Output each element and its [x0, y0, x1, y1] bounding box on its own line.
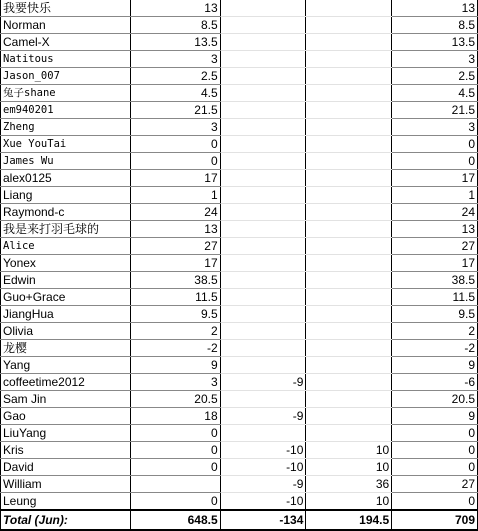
value-cell-col2[interactable]: [220, 0, 306, 17]
value-cell-col4[interactable]: 21.5: [392, 102, 478, 119]
value-cell-col3[interactable]: [306, 306, 392, 323]
value-cell-col3[interactable]: [306, 102, 392, 119]
value-cell-col4[interactable]: 13: [392, 221, 478, 238]
name-cell[interactable]: Zheng: [1, 119, 131, 136]
value-cell-col4[interactable]: 27: [392, 238, 478, 255]
value-cell-col1[interactable]: 17: [130, 255, 220, 272]
table-row: [1, 306, 478, 323]
table-row: [1, 425, 478, 442]
table-row: [1, 408, 478, 425]
value-cell-col3[interactable]: [306, 255, 392, 272]
value-cell-col4[interactable]: 0: [392, 153, 478, 170]
value-cell-col3[interactable]: [306, 17, 392, 34]
value-cell-col1[interactable]: 27: [130, 238, 220, 255]
total-col2[interactable]: -134: [220, 510, 306, 530]
value-cell-col1[interactable]: 0: [130, 493, 220, 511]
value-cell-col3[interactable]: [306, 34, 392, 51]
value-cell-col1[interactable]: 2: [130, 323, 220, 340]
value-cell-col3[interactable]: [306, 374, 392, 391]
name-cell[interactable]: coffeetime2012: [1, 374, 131, 391]
name-cell[interactable]: Jason_007: [1, 68, 131, 85]
name-cell[interactable]: David: [1, 459, 131, 476]
table-row: [1, 170, 478, 187]
table-row: [1, 238, 478, 255]
name-cell[interactable]: Raymond-c: [1, 204, 131, 221]
value-cell-col2[interactable]: [220, 34, 306, 51]
value-cell-col1[interactable]: 0: [130, 425, 220, 442]
total-row: [1, 510, 478, 530]
name-cell[interactable]: 兔子shane: [1, 85, 131, 102]
value-cell-col1[interactable]: 18: [130, 408, 220, 425]
value-cell-col2[interactable]: -10: [220, 442, 306, 459]
value-cell-col3[interactable]: [306, 0, 392, 17]
value-cell-col2[interactable]: [220, 340, 306, 357]
value-cell-col4[interactable]: 9: [392, 408, 478, 425]
name-cell[interactable]: Edwin: [1, 272, 131, 289]
total-label[interactable]: Total (Jun):: [1, 510, 131, 530]
value-cell-col2[interactable]: [220, 187, 306, 204]
value-cell-col3[interactable]: [306, 204, 392, 221]
value-cell-col1[interactable]: 0: [130, 153, 220, 170]
value-cell-col4[interactable]: 27: [392, 476, 478, 493]
table-row: [1, 476, 478, 493]
value-cell-col2[interactable]: -10: [220, 459, 306, 476]
table-row: [1, 459, 478, 476]
value-cell-col3[interactable]: [306, 85, 392, 102]
value-cell-col1[interactable]: 13.5: [130, 34, 220, 51]
value-cell-col3[interactable]: [306, 187, 392, 204]
table-row: [1, 340, 478, 357]
table-row: [1, 323, 478, 340]
value-cell-col2[interactable]: [220, 85, 306, 102]
value-cell-col3[interactable]: [306, 289, 392, 306]
name-cell[interactable]: Olivia: [1, 323, 131, 340]
value-cell-col3[interactable]: 10: [306, 493, 392, 511]
value-cell-col2[interactable]: -9: [220, 374, 306, 391]
value-cell-col2[interactable]: [220, 391, 306, 408]
name-cell[interactable]: James Wu: [1, 153, 131, 170]
table-row: [1, 51, 478, 68]
value-cell-col1[interactable]: 0: [130, 442, 220, 459]
value-cell-col4[interactable]: 17: [392, 170, 478, 187]
value-cell-col1[interactable]: 3: [130, 119, 220, 136]
value-cell-col3[interactable]: [306, 221, 392, 238]
table-row: [1, 0, 478, 17]
name-cell[interactable]: JiangHua: [1, 306, 131, 323]
value-cell-col4[interactable]: 2: [392, 323, 478, 340]
table-body: [1, 0, 478, 530]
value-cell-col3[interactable]: [306, 68, 392, 85]
value-cell-col4[interactable]: 13: [392, 0, 478, 17]
value-cell-col2[interactable]: [220, 238, 306, 255]
value-cell-col3[interactable]: [306, 238, 392, 255]
value-cell-col3[interactable]: 36: [306, 476, 392, 493]
value-cell-col4[interactable]: 0: [392, 425, 478, 442]
value-cell-col1[interactable]: 8.5: [130, 17, 220, 34]
table-row: [1, 272, 478, 289]
value-cell-col2[interactable]: [220, 17, 306, 34]
name-cell[interactable]: William: [1, 476, 131, 493]
total-col1[interactable]: 648.5: [130, 510, 220, 530]
value-cell-col4[interactable]: 8.5: [392, 17, 478, 34]
value-cell-col2[interactable]: [220, 119, 306, 136]
name-cell[interactable]: alex0125: [1, 170, 131, 187]
name-cell[interactable]: Alice: [1, 238, 131, 255]
value-cell-col4[interactable]: 24: [392, 204, 478, 221]
table-row: [1, 374, 478, 391]
value-cell-col1[interactable]: 9: [130, 357, 220, 374]
name-cell[interactable]: Camel-X: [1, 34, 131, 51]
value-cell-col1[interactable]: 13: [130, 221, 220, 238]
name-cell[interactable]: 龙樱: [1, 340, 131, 357]
value-cell-col4[interactable]: 0: [392, 493, 478, 511]
value-cell-col2[interactable]: [220, 204, 306, 221]
table-row: [1, 136, 478, 153]
value-cell-col2[interactable]: [220, 51, 306, 68]
value-cell-col1[interactable]: 21.5: [130, 102, 220, 119]
value-cell-col4[interactable]: 0: [392, 459, 478, 476]
value-cell-col1[interactable]: 1: [130, 187, 220, 204]
name-cell[interactable]: Natitous: [1, 51, 131, 68]
value-cell-col1[interactable]: 3: [130, 51, 220, 68]
table-row: [1, 187, 478, 204]
value-cell-col4[interactable]: 4.5: [392, 85, 478, 102]
value-cell-col1[interactable]: 3: [130, 374, 220, 391]
value-cell-col1[interactable]: -2: [130, 340, 220, 357]
value-cell-col2[interactable]: [220, 272, 306, 289]
value-cell-col1[interactable]: [130, 476, 220, 493]
value-cell-col4[interactable]: 2.5: [392, 68, 478, 85]
value-cell-col4[interactable]: 13.5: [392, 34, 478, 51]
name-cell[interactable]: Gao: [1, 408, 131, 425]
table-row: [1, 68, 478, 85]
value-cell-col4[interactable]: 17: [392, 255, 478, 272]
name-cell[interactable]: 我要快乐: [1, 0, 131, 17]
value-cell-col2[interactable]: [220, 425, 306, 442]
value-cell-col2[interactable]: -9: [220, 408, 306, 425]
value-cell-col1[interactable]: 2.5: [130, 68, 220, 85]
value-cell-col3[interactable]: [306, 323, 392, 340]
name-cell[interactable]: Norman: [1, 17, 131, 34]
name-cell[interactable]: Guo+Grace: [1, 289, 131, 306]
value-cell-col4[interactable]: 0: [392, 136, 478, 153]
value-cell-col4[interactable]: -6: [392, 374, 478, 391]
value-cell-col2[interactable]: [220, 255, 306, 272]
value-cell-col3[interactable]: [306, 119, 392, 136]
value-cell-col4[interactable]: 3: [392, 51, 478, 68]
value-cell-col2[interactable]: [220, 221, 306, 238]
value-cell-col1[interactable]: 20.5: [130, 391, 220, 408]
name-cell[interactable]: Yonex: [1, 255, 131, 272]
value-cell-col3[interactable]: [306, 170, 392, 187]
name-cell[interactable]: em940201: [1, 102, 131, 119]
value-cell-col1[interactable]: 13: [130, 0, 220, 17]
value-cell-col3[interactable]: [306, 391, 392, 408]
value-cell-col1[interactable]: 17: [130, 170, 220, 187]
table-row: [1, 357, 478, 374]
value-cell-col3[interactable]: [306, 340, 392, 357]
value-cell-col3[interactable]: [306, 136, 392, 153]
table-row: [1, 34, 478, 51]
table-row: [1, 102, 478, 119]
value-cell-col3[interactable]: [306, 357, 392, 374]
value-cell-col2[interactable]: [220, 153, 306, 170]
total-col3[interactable]: 194.5: [306, 510, 392, 530]
value-cell-col3[interactable]: 10: [306, 442, 392, 459]
value-cell-col1[interactable]: 38.5: [130, 272, 220, 289]
value-cell-col2[interactable]: [220, 68, 306, 85]
value-cell-col1[interactable]: 24: [130, 204, 220, 221]
value-cell-col2[interactable]: -10: [220, 493, 306, 511]
table-row: [1, 255, 478, 272]
table-row: [1, 204, 478, 221]
table-row: [1, 153, 478, 170]
name-cell[interactable]: Yang: [1, 357, 131, 374]
value-cell-col3[interactable]: [306, 51, 392, 68]
value-cell-col1[interactable]: 4.5: [130, 85, 220, 102]
table-row: [1, 391, 478, 408]
value-cell-col3[interactable]: [306, 153, 392, 170]
table-row: [1, 493, 478, 511]
value-cell-col4[interactable]: 20.5: [392, 391, 478, 408]
value-cell-col2[interactable]: [220, 357, 306, 374]
value-cell-col2[interactable]: [220, 170, 306, 187]
name-cell[interactable]: Kris: [1, 442, 131, 459]
value-cell-col2[interactable]: [220, 102, 306, 119]
value-cell-col3[interactable]: [306, 425, 392, 442]
name-cell[interactable]: Liang: [1, 187, 131, 204]
name-cell[interactable]: Xue YouTai: [1, 136, 131, 153]
table-row: [1, 17, 478, 34]
value-cell-col2[interactable]: [220, 323, 306, 340]
value-cell-col3[interactable]: [306, 408, 392, 425]
table-row: [1, 442, 478, 459]
value-cell-col2[interactable]: -9: [220, 476, 306, 493]
value-cell-col2[interactable]: [220, 306, 306, 323]
name-cell[interactable]: Sam Jin: [1, 391, 131, 408]
value-cell-col4[interactable]: 3: [392, 119, 478, 136]
value-cell-col1[interactable]: 0: [130, 459, 220, 476]
name-cell[interactable]: 我是来打羽毛球的: [1, 221, 131, 238]
name-cell[interactable]: LiuYang: [1, 425, 131, 442]
value-cell-col4[interactable]: -2: [392, 340, 478, 357]
value-cell-col2[interactable]: [220, 289, 306, 306]
value-cell-col1[interactable]: 9.5: [130, 306, 220, 323]
total-col4[interactable]: 709: [392, 510, 478, 530]
table-row: [1, 221, 478, 238]
value-cell-col4[interactable]: 9.5: [392, 306, 478, 323]
name-cell[interactable]: Leung: [1, 493, 131, 511]
value-cell-col1[interactable]: 11.5: [130, 289, 220, 306]
value-cell-col4[interactable]: 38.5: [392, 272, 478, 289]
value-cell-col3[interactable]: [306, 272, 392, 289]
table-row: [1, 119, 478, 136]
value-cell-col3[interactable]: 10: [306, 459, 392, 476]
value-cell-col4[interactable]: 1: [392, 187, 478, 204]
table-row: [1, 85, 478, 102]
value-cell-col2[interactable]: [220, 136, 306, 153]
value-cell-col4[interactable]: 9: [392, 357, 478, 374]
value-cell-col4[interactable]: 0: [392, 442, 478, 459]
table-row: [1, 289, 478, 306]
value-cell-col1[interactable]: 0: [130, 136, 220, 153]
value-cell-col4[interactable]: 11.5: [392, 289, 478, 306]
